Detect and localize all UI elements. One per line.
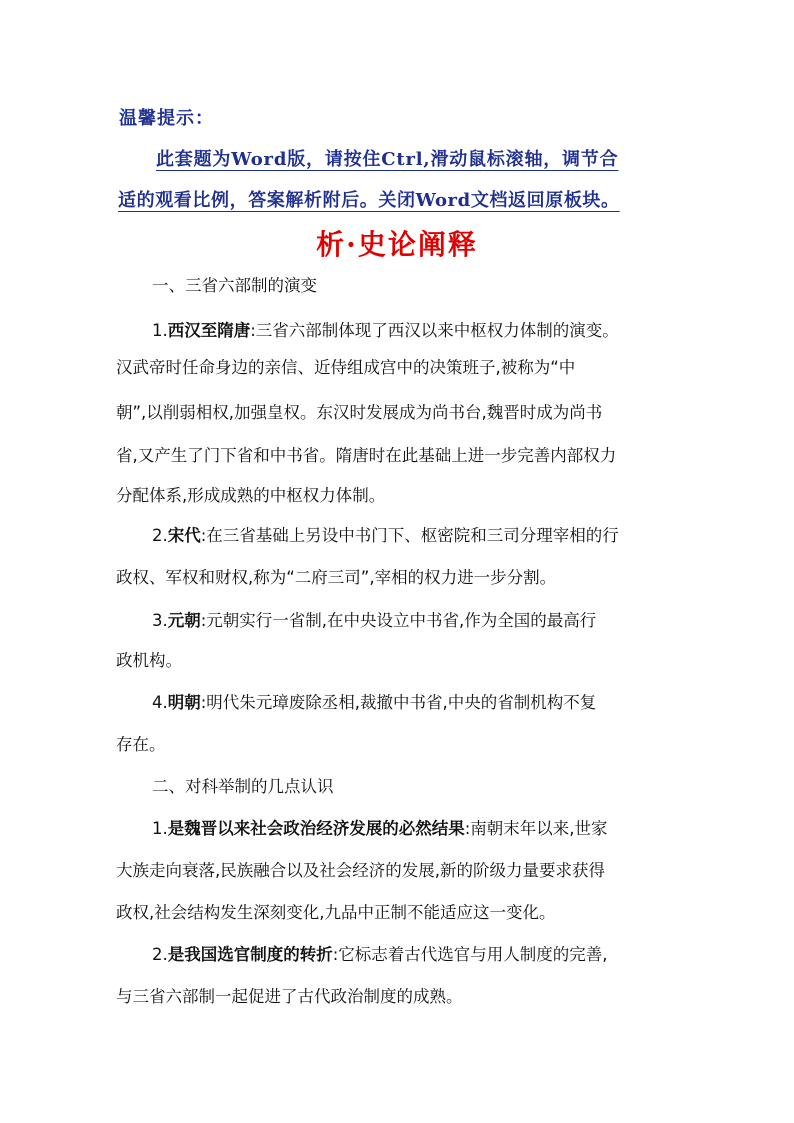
section-heading-2: 二、对科举制的几点认识 [152,777,334,796]
notice-line-2: 适的观看比例，答案解析附后。关闭Word文档返回原板块。 [118,190,620,211]
section1-item-3-line: 政机构。 [116,651,182,670]
item-number: 2. [152,526,168,545]
section1-item-3-first-line [152,607,596,631]
item-text: :三省六部制体现了西汉以来中枢权力体制的演变。 [250,321,619,340]
item-number: 3. [152,611,168,630]
section1-item-1-line: 省,又产生了门下省和中书省。隋唐时在此基础上进一步完善内部权力 [116,446,617,465]
section1-item-2-line: 政权、军权和财权,称为“二府三司”,宰相的权力进一步分割。 [116,568,557,587]
section1-item-1-line: 分配体系,形成成熟的中枢权力体制。 [116,486,386,505]
page-title: 析·史论阐释 [316,228,478,261]
notice-label: 温馨提示： [119,108,214,129]
item-term: 是魏晋以来社会政治经济发展的必然结果 [167,819,465,838]
section1-item-1-line: 汉武帝时任命身边的亲信、近侍组成宫中的决策班子,被称为“中 [116,358,576,377]
section1-item-1-first-line [152,317,619,341]
item-term: 元朝 [167,611,201,630]
item-text: :它标志着古代选官与用人制度的完善, [332,945,608,964]
section1-item-1-line: 朝”,以削弱相权,加强皇权。东汉时发展成为尚书台,魏晋时成为尚书 [116,403,603,422]
item-number: 2. [152,945,168,964]
section2-item-1-line: 政权,社会结构发生深刻变化,九品中正制不能适应这一变化。 [116,903,556,922]
item-term: 西汉至隋唐 [167,321,251,340]
item-number: 1. [152,321,168,340]
section1-item-4-first-line [152,689,596,713]
item-text: :元朝实行一省制,在中央设立中书省,作为全国的最高行 [200,611,597,630]
section2-item-2-first-line [152,941,608,965]
section2-item-1-first-line [152,815,608,839]
notice-line-1: 此套题为Word版，请按住Ctrl,滑动鼠标滚轴，调节合 [156,149,619,170]
section2-item-1-line: 大族走向衰落,民族融合以及社会经济的发展,新的阶级力量要求获得 [116,861,605,880]
item-text: :在三省基础上另设中书门下、枢密院和三司分理宰相的行 [200,526,619,545]
section1-item-2-first-line [152,522,619,546]
item-number: 1. [152,819,168,838]
item-text: :南朝末年以来,世家 [464,819,608,838]
section2-item-2-line: 与三省六部制一起促进了古代政治制度的成熟。 [116,987,463,1006]
item-text: :明代朱元璋废除丞相,裁撤中书省,中央的省制机构不复 [200,693,597,712]
item-term: 宋代 [167,526,201,545]
section-heading-1: 一、三省六部制的演变 [152,276,317,295]
item-number: 4. [152,693,168,712]
item-term: 明朝 [167,693,201,712]
section1-item-4-line: 存在。 [116,735,166,754]
item-term: 是我国选官制度的转折 [167,945,333,964]
